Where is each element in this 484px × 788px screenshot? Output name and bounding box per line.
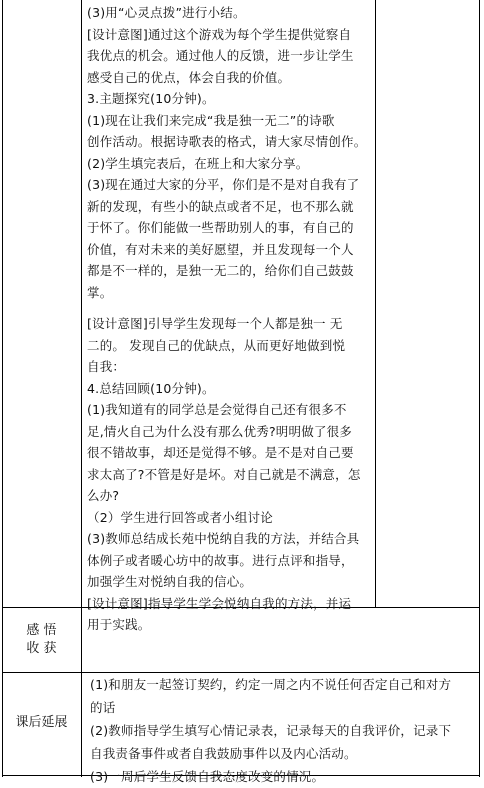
extension-line: (2)教师指导学生填写心情记录表，记录每天的自我评价，记录下 [90,723,452,738]
content-line: 足,情火自己为什么没有那么优秀?明明做了很多 [87,423,353,439]
content-line: [设计意图]引导学生发现每一个人都是独一 无 [87,316,343,331]
ganwu-label-line: 收 获 [26,641,57,656]
content-line: 于怀了。你们能做一些帮助别人的事，有自己的 [87,220,354,235]
content-line: (3)现在通过大家的分平，你们是不是对自我有了 [87,177,360,192]
content-line: [设计意图]指导学生学会悦纳自我的方法，并运 [87,595,352,611]
extension-line: 的话 [90,700,116,715]
content-line: 价值，有对未来的美好愿望，并且发现每一个人 [87,241,354,257]
content-line: (3)用“心灵点拨”进行小结。 [87,5,246,20]
content-line: 3.主题探究(10分钟)。 [87,91,215,106]
content-line: (1)现在让我们来完成“我是独一无二”的诗歌 [87,112,335,128]
content-line: 掌。 [87,284,113,300]
content-line: 自我： [87,359,126,374]
content-line: 体例子或者暖心坊中的故事。进行点评和指导， [87,552,354,568]
extension-content-cell [90,673,480,788]
content-line: 我优点的机会。通过他人的反馈，进一步让学生 [87,48,354,63]
ganwu-label-line: 感 悟 [26,623,57,638]
table-left-border [2,0,3,777]
content-line: 感受自己的优点，体会自我的价值。 [87,69,291,85]
extension-line: (1)和朋友一起签订契约，约定一周之内不说任何否定自己和对方 [90,677,452,692]
content-line-blank [87,303,371,313]
lesson-content-cell [87,2,371,636]
content-line: 求太高了?不管是好是坏。对自己就是不满意，怎 [87,466,361,482]
label-column-divider [81,0,82,777]
content-line: 加强学生对悦纳自我的信心。 [87,574,253,589]
extension-row-label: 课后延展 [15,715,68,730]
table-right-border [479,0,480,777]
extension-line: (3)一周后学生反馈自我态度改变的情况。 [90,769,325,784]
content-line: (1)我知道有的同学总是会觉得自己还有很多不 [87,402,347,417]
content-line: 创作活动。根据诗歌表的格式，请大家尽情创作。 [87,134,367,149]
content-line: (2)学生填完表后，在班上和大家分享。 [87,155,309,171]
content-line: 4.总结回顾(10分钟)。 [87,380,215,396]
content-line: 都是不一样的，是独一无二的，给你们自己鼓鼓 [87,263,354,278]
content-line: 二的。 发现自己的优缺点，从而更好地做到悦 [87,337,346,353]
main-column-right-divider [375,0,376,607]
content-line: 很不错故事，却还是觉得不够。是不是对自己要 [87,445,354,460]
extension-line: 自我责备事件或者自我鼓励事件以及内心活动。 [90,746,357,761]
content-line: （2）学生进行回答或者小组讨论 [87,509,273,525]
content-line: (3)教师总结成长苑中悦纳自我的方法，并结合具 [87,531,360,546]
content-line: 用于实践。 [87,617,151,632]
content-line: 么办? [87,488,120,503]
content-line: 新的发现，有些小的缺点或者不足，也不那么就 [87,198,354,214]
content-line: [设计意图]通过这个游戏为每个学生提供觉察自 [87,26,352,42]
ganwu-row-label [2,622,81,658]
